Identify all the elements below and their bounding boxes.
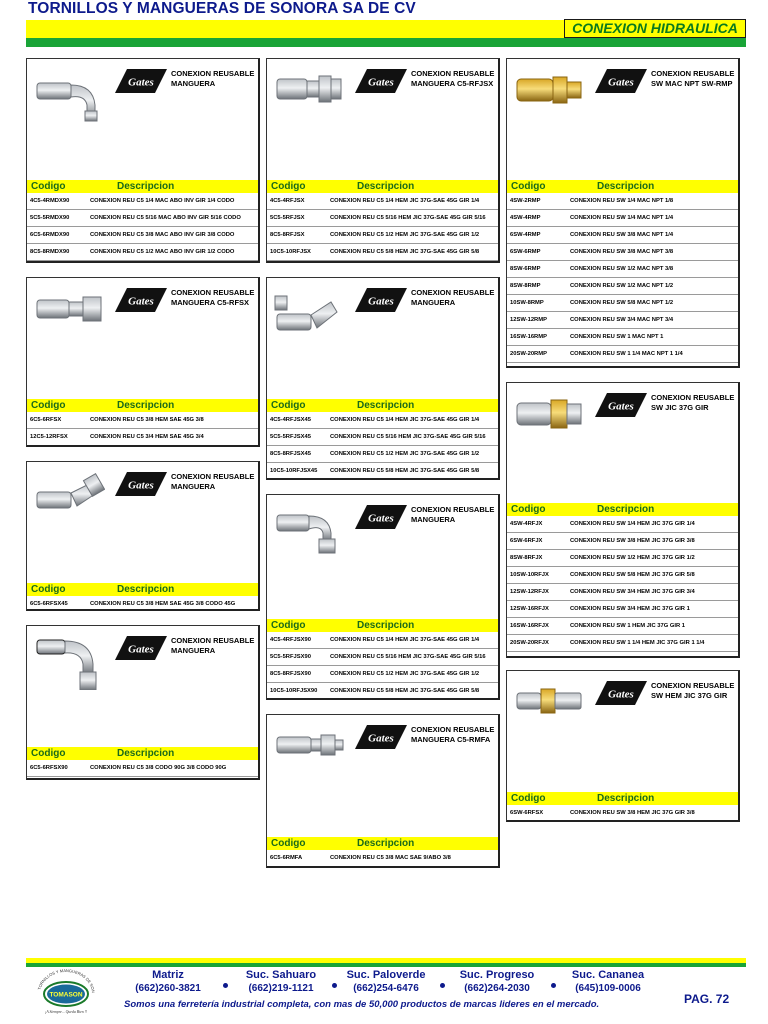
code-header: Codigo [271,838,306,849]
table-header [507,792,738,805]
table-row [507,346,738,363]
product-code: 5C5-5RMDX90 [30,215,70,221]
code-header: Codigo [271,181,306,192]
product-code: 6SW-6RFJX [510,538,543,544]
fitting-image [33,286,105,342]
description-header: Descripcion [117,181,175,192]
table-row [507,805,738,822]
product-description: CONEXION REU SW 1/4 MAC NPT 1/8 [570,198,674,204]
branch-contact [231,968,331,995]
svg-text:Gates: Gates [368,76,394,89]
separator-dot [223,983,228,988]
branch-phone: (662)219-1121 [248,983,314,994]
product-description: CONEXION REU SW 1/2 MAC NPT 3/8 [570,266,674,272]
table-row [507,635,738,652]
product-code: 8C5-8RFJSX90 [270,671,311,677]
table-row [267,446,498,463]
product-code: 12C5-12RFSX [30,434,68,440]
branch-phone: (662)264-2030 [464,983,530,994]
svg-text:Gates: Gates [128,76,154,89]
svg-text:Gates: Gates [368,732,394,745]
code-header: Codigo [511,504,546,515]
branch-name: Suc. Paloverde [346,969,426,981]
branch-contact [118,968,218,995]
product-card [266,277,500,480]
table-row [507,312,738,329]
table-row [507,533,738,550]
gates-logo [113,470,169,498]
gates-logo [353,67,409,95]
product-title: CONEXION REUSABLE MANGUERA C5-RFJSX [411,69,495,88]
product-card [26,625,260,780]
description-header: Descripcion [117,400,175,411]
svg-text:Gates: Gates [368,295,394,308]
product-code: 4SW-4RFJX [510,521,543,527]
product-description: CONEXION REU SW 1 HEM JIC 37G GIR 1 [570,623,685,629]
svg-text:Gates: Gates [608,688,634,701]
code-header: Codigo [271,620,306,631]
product-description: CONEXION REU SW 1 MAC NPT 1 [570,334,664,340]
product-code: 5C5-5RFJSX45 [270,434,311,440]
svg-text:Gates: Gates [128,295,154,308]
product-title: CONEXION REUSABLE MANGUERA C5-RMFA [411,725,495,744]
fitting-image [273,67,345,123]
code-header: Codigo [31,748,66,759]
product-title: CONEXION REUSABLE MANGUERA C5-RFSX [171,288,255,307]
branch-contact [447,968,547,995]
table-row [507,278,738,295]
page-number: PAG. 72 [684,992,730,1006]
gates-logo [353,286,409,314]
fitting-image [33,470,105,526]
table-row [267,412,498,429]
table-row [507,210,738,227]
product-description: CONEXION REU C5 5/16 HEM JIC 37G-SAE 45G GIR 5/16 [330,215,486,221]
code-header: Codigo [511,793,546,804]
product-description: CONEXION REU C5 5/8 HEM JIC 37G-SAE 45G GIR 5/8 [330,468,480,474]
gates-logo [593,67,649,95]
product-description: CONEXION REU C5 3/4 HEM SAE 45G 3/4 [90,434,204,440]
table-row [507,601,738,618]
code-header: Codigo [271,400,306,411]
table-header [27,583,258,596]
branch-name: Suc. Progreso [459,969,535,981]
table-row [267,649,498,666]
table-row [507,261,738,278]
product-card [26,461,260,611]
svg-text:Gates: Gates [608,400,634,413]
table-row [27,193,258,210]
svg-text:Gates: Gates [128,479,154,492]
product-description: CONEXION REU C5 3/8 HEM SAE 45G 3/8 [90,417,204,423]
product-code: 12SW-12RMP [510,317,547,323]
product-code: 16SW-16RMP [510,334,547,340]
table-header [267,619,498,632]
table-row [267,227,498,244]
product-description: CONEXION REU C5 5/16 HEM JIC 37G-SAE 45G GIR 5/16 [330,654,486,660]
product-description: CONEXION REU C5 3/8 MAC ABO INV GIR 3/8 CODO [90,232,235,238]
product-code: 20SW-20RMP [510,351,547,357]
table-header [267,837,498,850]
product-code: 10C5-10RFJSX [270,249,311,255]
table-row [507,329,738,346]
branch-phone: (662)260-3821 [135,983,201,994]
product-title: CONEXION REUSABLE MANGUERA [171,472,255,491]
table-row [267,244,498,261]
description-header: Descripcion [357,400,415,411]
product-description: CONEXION REU C5 1/4 HEM JIC 37G-SAE 45G GIR 1/4 [330,637,480,643]
fitting-image [513,391,585,447]
table-row [267,683,498,700]
gates-logo [353,723,409,751]
code-header: Codigo [511,181,546,192]
table-row [267,463,498,480]
table-row [267,429,498,446]
table-header [507,503,738,516]
product-description: CONEXION REU C5 1/2 HEM JIC 37G-SAE 45G GIR 1/2 [330,671,480,677]
table-header [27,399,258,412]
gates-logo [353,503,409,531]
product-description: CONEXION REU SW 1/2 MAC NPT 1/2 [570,283,674,289]
section-title: CONEXION HIDRAULICA [564,19,746,38]
description-header: Descripcion [117,584,175,595]
product-description: CONEXION REU C5 1/4 MAC ABO INV GIR 1/4 CODO [90,198,235,204]
table-row [507,295,738,312]
footer-green-bar [26,963,746,967]
product-code: 10SW-8RMP [510,300,544,306]
fitting-image [33,634,105,690]
product-code: 6C5-6RMDX90 [30,232,70,238]
branch-name: Suc. Sahuaro [245,969,317,981]
company-logo [30,968,102,1016]
table-row [27,760,258,777]
product-card [26,58,260,263]
fitting-image [273,286,345,342]
product-code: 5C5-5RFJSX90 [270,654,311,660]
table-row [27,596,258,611]
table-row [267,210,498,227]
product-description: CONEXION REU SW 1/4 HEM JIC 37G GIR 1/4 [570,521,695,527]
product-title: CONEXION REUSABLE MANGUERA [171,69,255,88]
code-header: Codigo [31,181,66,192]
product-description: CONEXION REU SW 3/4 HEM JIC 37G GIR 3/4 [570,589,695,595]
product-code: 6C5-6RFSX45 [30,601,68,607]
product-description: CONEXION REU SW 5/8 HEM JIC 37G GIR 5/8 [570,572,695,578]
table-row [27,412,258,429]
description-header: Descripcion [357,838,415,849]
product-title: CONEXION REUSABLE MANGUERA [411,288,495,307]
product-card [266,494,500,700]
product-description: CONEXION REU C5 3/8 CODO 90G 3/8 CODO 90G [90,765,227,771]
product-code: 8SW-8RMP [510,283,541,289]
separator-dot [440,983,445,988]
table-header [507,180,738,193]
code-header: Codigo [31,584,66,595]
product-description: CONEXION REU C5 1/2 HEM JIC 37G-SAE 45G GIR 1/2 [330,232,480,238]
product-description: CONEXION REU C5 5/8 HEM JIC 37G-SAE 45G GIR 5/8 [330,249,480,255]
description-header: Descripcion [357,181,415,192]
product-code: 10SW-10RFJX [510,572,549,578]
gates-logo [113,286,169,314]
table-row [267,666,498,683]
description-header: Descripcion [597,181,655,192]
product-code: 8C5-8RFJSX [270,232,305,238]
table-row [27,244,258,261]
product-title: CONEXION REUSABLE SW HEM JIC 37G GIR [651,681,735,700]
gates-logo [113,634,169,662]
product-code: 4SW-2RMP [510,198,541,204]
table-row [27,227,258,244]
table-row [507,584,738,601]
product-code: 6C5-6RFSX [30,417,62,423]
product-code: 8C5-8RFJSX45 [270,451,311,457]
product-description: CONEXION REU SW 1/2 HEM JIC 37G GIR 1/2 [570,555,695,561]
table-row [267,850,498,867]
branch-contact [558,968,658,995]
product-title: CONEXION REUSABLE SW MAC NPT SW-RMP [651,69,735,88]
product-description: CONEXION REU SW 1 1/4 HEM JIC 37G GIR 1 1/4 [570,640,705,646]
table-row [507,244,738,261]
product-code: 6C5-6RMFA [270,855,303,861]
branch-name: Matriz [152,969,184,981]
product-code: 8SW-6RMP [510,266,541,272]
svg-text:TORNILLOS Y MANGUERAS DE SONOR: TORNILLOS Y MANGUERAS DE SON [36,968,96,993]
product-code: 4C5-4RFJSX [270,198,305,204]
product-code: 12SW-12RFJX [510,589,549,595]
svg-text:TOMASON: TOMASON [49,991,83,999]
svg-text:Gates: Gates [608,76,634,89]
fitting-image [513,67,585,123]
product-description: CONEXION REU C5 1/2 HEM JIC 37G-SAE 45G GIR 1/2 [330,451,480,457]
table-header [27,180,258,193]
table-row [27,210,258,227]
description-header: Descripcion [117,748,175,759]
product-code: 6SW-6RFSX [510,810,544,816]
slogan: Somos una ferretería industrial completa, con mas de 50,000 productos de marcas lideres en el mercado. [124,999,600,1010]
product-code: 10C5-10RFJSX45 [270,468,318,474]
table-header [27,747,258,760]
product-description: CONEXION REU C5 1/2 MAC ABO INV GIR 1/2 CODO [90,249,235,255]
gates-logo [113,67,169,95]
table-row [507,516,738,533]
product-code: 6SW-4RMP [510,232,541,238]
product-title: CONEXION REUSABLE SW JIC 37G GIR [651,393,735,412]
product-description: CONEXION REU C5 5/16 HEM JIC 37G-SAE 45G GIR 5/16 [330,434,486,440]
product-description: CONEXION REU C5 5/8 HEM JIC 37G-SAE 45G GIR 5/8 [330,688,480,694]
product-code: 12SW-16RFJX [510,606,549,612]
fitting-image [273,723,345,779]
product-code: 6SW-6RMP [510,249,541,255]
product-description: CONEXION REU SW 3/8 HEM JIC 37G GIR 3/8 [570,538,695,544]
table-row [267,632,498,649]
product-description: CONEXION REU SW 3/8 MAC NPT 3/8 [570,249,674,255]
product-code: 8C5-8RMDX90 [30,249,70,255]
header-green-bar [26,38,746,47]
product-code: 10C5-10RFJSX90 [270,688,318,694]
table-row [507,193,738,210]
product-description: CONEXION REU C5 5/16 MAC ABO INV GIR 5/16 CODO [90,215,241,221]
table-row [507,227,738,244]
product-description: CONEXION REU SW 3/8 HEM JIC 37G GIR 3/8 [570,810,695,816]
product-code: 4SW-4RMP [510,215,541,221]
product-card [506,670,740,822]
description-header: Descripcion [597,793,655,804]
gates-logo [593,391,649,419]
product-description: CONEXION REU C5 3/8 HEM SAE 45G 3/8 CODO 45G [90,601,236,607]
table-row [507,550,738,567]
table-header [267,399,498,412]
product-code: 5C5-5RFJSX [270,215,305,221]
table-row [267,193,498,210]
company-title: TORNILLOS Y MANGUERAS DE SONORA SA DE CV [28,0,416,17]
product-code: 16SW-16RFJX [510,623,549,629]
product-card [506,58,740,368]
table-header [267,180,498,193]
product-card [266,714,500,868]
branch-phone: (662)254-6476 [353,983,419,994]
product-description: CONEXION REU C5 3/8 MAC SAE 9/ABO 3/8 [330,855,451,861]
code-header: Codigo [31,400,66,411]
product-description: CONEXION REU SW 3/4 HEM JIC 37G GIR 1 [570,606,690,612]
svg-text:¡A Siempre... Queda Bien !!: ¡A Siempre... Queda Bien !! [44,1010,88,1014]
product-description: CONEXION REU SW 5/8 MAC NPT 1/2 [570,300,674,306]
product-description: CONEXION REU SW 3/4 MAC NPT 3/4 [570,317,674,323]
gates-logo [593,679,649,707]
branch-phone: (645)109-0006 [575,983,641,994]
product-card [26,277,260,447]
product-code: 4C5-4RMDX90 [30,198,70,204]
table-row [507,618,738,635]
product-description: CONEXION REU C5 1/4 HEM JIC 37G-SAE 45G GIR 1/4 [330,417,480,423]
table-row [507,567,738,584]
fitting-image [273,503,345,559]
product-description: CONEXION REU SW 3/8 MAC NPT 1/4 [570,232,674,238]
product-description: CONEXION REU SW 1 1/4 MAC NPT 1 1/4 [570,351,683,357]
branch-name: Suc. Cananea [571,969,645,981]
svg-text:Gates: Gates [128,643,154,656]
product-description: CONEXION REU C5 1/4 HEM JIC 37G-SAE 45G GIR 1/4 [330,198,480,204]
product-code: 20SW-20RFJX [510,640,549,646]
svg-text:Gates: Gates [368,512,394,525]
fitting-image [33,67,105,123]
product-card [506,382,740,658]
product-card [266,58,500,263]
product-description: CONEXION REU SW 1/4 MAC NPT 1/4 [570,215,674,221]
product-code: 4C5-4RFJSX90 [270,637,311,643]
description-header: Descripcion [357,620,415,631]
product-code: 6C5-6RFSX90 [30,765,68,771]
table-row [27,429,258,446]
branch-contact [336,968,436,995]
description-header: Descripcion [597,504,655,515]
product-code: 4C5-4RFJSX45 [270,417,311,423]
fitting-image [513,679,585,735]
separator-dot [551,983,556,988]
product-title: CONEXION REUSABLE MANGUERA [171,636,255,655]
product-code: 8SW-8RFJX [510,555,543,561]
product-title: CONEXION REUSABLE MANGUERA [411,505,495,524]
